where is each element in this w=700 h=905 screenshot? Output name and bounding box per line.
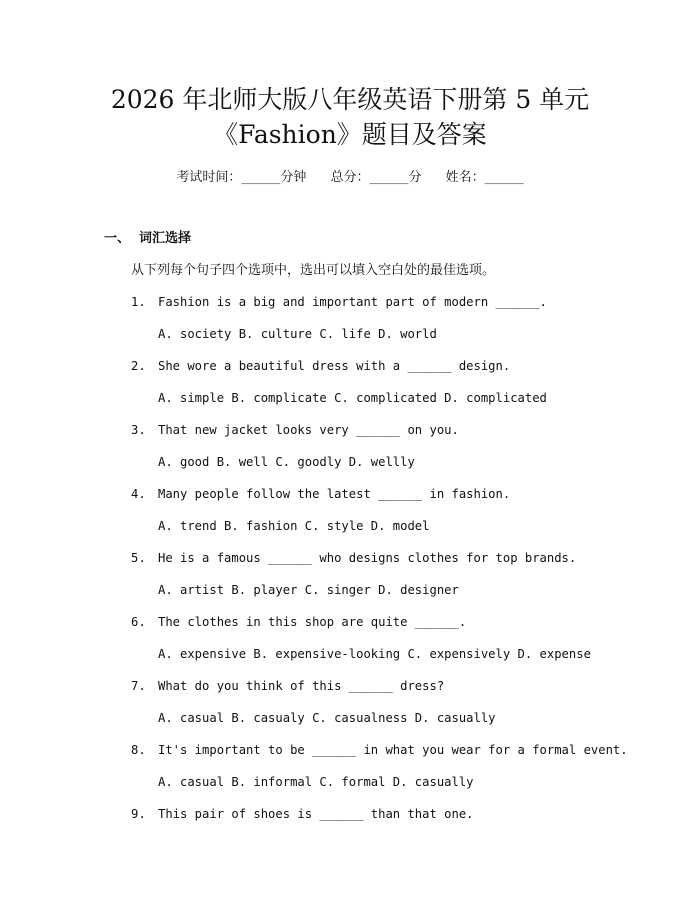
page-title-line-2: 《Fashion》题目及答案 — [213, 120, 487, 149]
question-stem — [131, 292, 547, 312]
question-options: A. trend B. fashion C. style D. model — [158, 519, 430, 533]
question-item — [131, 674, 671, 738]
page-title-line-1: 2026 年北师大版八年级英语下册第 5 单元 — [110, 85, 590, 114]
question-options: A. casual B. informal C. formal D. casually — [158, 775, 474, 789]
question-text: What do you think of this ______ dress? — [158, 679, 445, 693]
section-number: 一、 — [104, 231, 131, 246]
question-stem — [131, 612, 466, 632]
section-heading — [104, 229, 191, 249]
question-number: 9. — [131, 807, 146, 821]
question-item — [131, 418, 671, 482]
question-item — [131, 738, 671, 802]
section-title: 词汇选择 — [139, 231, 192, 246]
question-stem — [131, 804, 474, 824]
question-number: 8. — [131, 743, 146, 757]
question-stem — [131, 676, 444, 696]
question-text: She wore a beautiful dress with a ______ design. — [158, 359, 511, 373]
question-item — [131, 482, 671, 546]
question-item — [131, 546, 671, 610]
section-instruction: 从下列每个句子四个选项中，选出可以填入空白处的最佳选项。 — [131, 263, 496, 278]
question-text: It's important to be ______ in what you wear for a formal event. — [158, 743, 628, 757]
question-item — [131, 802, 671, 866]
question-item — [131, 290, 671, 354]
exam-meta — [0, 168, 700, 188]
question-number: 5. — [131, 551, 146, 565]
question-number: 6. — [131, 615, 146, 629]
question-options: A. expensive B. expensive-looking C. expensively D. expense — [158, 647, 591, 661]
question-options: A. simple B. complicate C. complicated D. complicated — [158, 391, 547, 405]
question-stem — [131, 548, 576, 568]
question-text: This pair of shoes is ______ than that one. — [158, 807, 474, 821]
question-list — [131, 290, 671, 866]
student-name-field: 姓名：______ — [445, 170, 524, 185]
question-number: 1. — [131, 295, 146, 309]
question-options: A. good B. well C. goodly D. wellly — [158, 455, 415, 469]
question-stem — [131, 740, 628, 760]
question-item — [131, 354, 671, 418]
question-text: That new jacket looks very ______ on you. — [158, 423, 459, 437]
question-text: Fashion is a big and important part of modern ______. — [158, 295, 547, 309]
question-options: A. society B. culture C. life D. world — [158, 327, 437, 341]
question-number: 3. — [131, 423, 146, 437]
question-item — [131, 610, 671, 674]
question-stem — [131, 484, 510, 504]
question-stem — [131, 356, 510, 376]
question-number: 2. — [131, 359, 146, 373]
question-text: Many people follow the latest ______ in fashion. — [158, 487, 511, 501]
question-number: 4. — [131, 487, 146, 501]
total-score-field: 总分：______分 — [330, 170, 422, 185]
exam-time-field: 考试时间：______分钟 — [176, 170, 307, 185]
question-number: 7. — [131, 679, 146, 693]
question-text: He is a famous ______ who designs clothes for top brands. — [158, 551, 577, 565]
question-options: A. casual B. casualy C. casualness D. casually — [158, 711, 496, 725]
question-stem — [131, 420, 459, 440]
question-options: A. artist B. player C. singer D. designer — [158, 583, 459, 597]
question-text: The clothes in this shop are quite ______. — [158, 615, 467, 629]
